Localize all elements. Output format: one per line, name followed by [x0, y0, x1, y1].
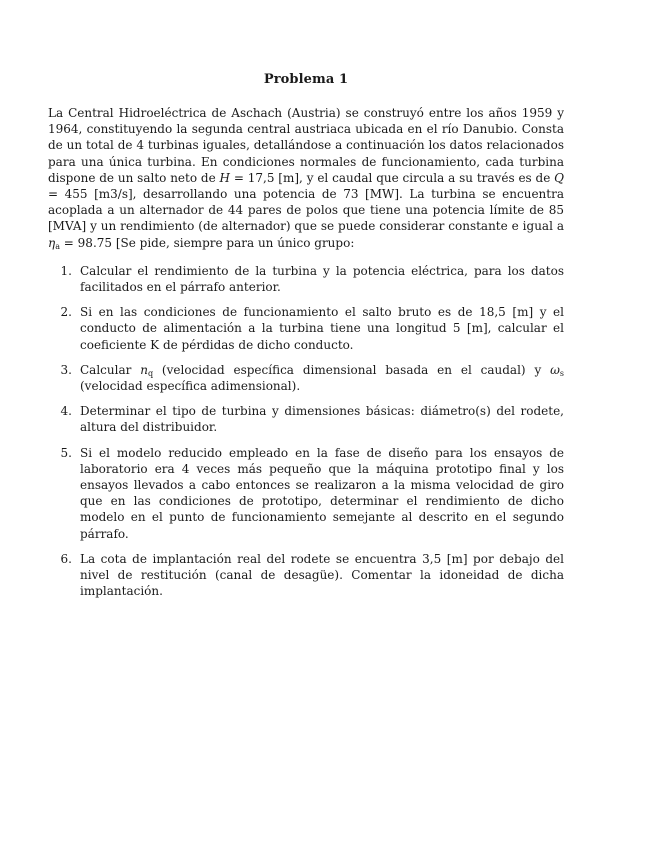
- intro-text-1: La Central Hidroeléctrica de Aschach (Austria) se construyó entre los años 1959 y 1964, constituyendo la segunda central austriaca ubicada en el río Danubio. Consta de un total de 4 turbinas iguales, detallándose a continuación los datos relacionados para una única turbina. En condiciones normales de funcionamiento, cada turbina dispone de un salto neto de: [48, 106, 564, 185]
- item-number: 3.: [60, 362, 72, 377]
- item-text: Si el modelo reducido empleado en la fase de diseño para los ensayos de laboratorio era 4 veces más pequeño que la máquina prototipo final y los ensayos llevados a cabo entonces se realizaron a la misma velocidad de giro que en las condiciones de prototipo, determinar el rendimiento de dicho modelo en el punto de funcionamiento semejante al descrito en el segundo párrafo.: [80, 445, 564, 541]
- nq-symbol: n: [140, 362, 148, 377]
- list-item: [48, 362, 564, 394]
- list-item: [48, 263, 564, 295]
- intro-text-2: = 17,5 [m], y el caudal que circula a su través es de: [230, 170, 555, 185]
- item-text: Determinar el tipo de turbina y dimensiones básicas: diámetro(s) del rodete, altura del distribuidor.: [80, 404, 564, 435]
- intro-text-3: = 455 [m3/s], desarrollando una potencia de 73 [MW]. La turbina se encuentra acoplada a un alternador de 44 pares de polos que tiene una potencia límite de 85 [MVA] y un rendimiento (de alternador) que se puede considerar constante e igual a: [48, 187, 564, 234]
- item-text: La cota de implantación real del rodete se encuentra 3,5 [m] por debajo del nivel de restitución (canal de desagüe). Comentar la idoneidad de dicha implantación.: [80, 551, 564, 599]
- item-number: 5.: [60, 445, 72, 460]
- item-number: 1.: [60, 263, 72, 278]
- omega-subscript: s: [559, 368, 564, 378]
- item-number: 2.: [60, 305, 72, 320]
- nq-subscript: q: [147, 368, 154, 378]
- question-list: [48, 263, 564, 600]
- list-item: [48, 551, 564, 600]
- item-text: [80, 362, 564, 394]
- efficiency-subscript: a: [55, 241, 60, 251]
- item-text: Si en las condiciones de funcionamiento el salto bruto es de 18,5 [m] y el conducto de alimentación a la turbina tiene una longitud 5 [m], calcular el coeficiente K de pérdidas de dicho conducto.: [80, 305, 564, 352]
- net-head-symbol: H: [219, 170, 231, 185]
- list-item: [48, 304, 564, 353]
- list-item: [48, 403, 564, 435]
- efficiency-symbol: η: [48, 235, 56, 250]
- item-text-post: (velocidad específica adimensional).: [80, 379, 301, 394]
- problem-title: Problema 1: [263, 72, 349, 87]
- item-number: 4.: [60, 404, 72, 419]
- intro-text-4: = 98.75 [Se pide, siempre para un único grupo:: [59, 235, 355, 250]
- list-item: [48, 445, 564, 542]
- item-text-mid: (velocidad específica dimensional basada en el caudal) y: [153, 362, 551, 377]
- document-page: [48, 72, 564, 608]
- item-text: Calcular el rendimiento de la turbina y la potencia eléctrica, para los datos facilitados en el párrafo anterior.: [80, 263, 564, 295]
- item-number: 6.: [60, 551, 72, 566]
- intro-paragraph: [48, 105, 564, 251]
- item-text-pre: Calcular: [80, 362, 141, 377]
- flow-symbol: Q: [554, 170, 564, 185]
- omega-symbol: ω: [550, 362, 560, 377]
